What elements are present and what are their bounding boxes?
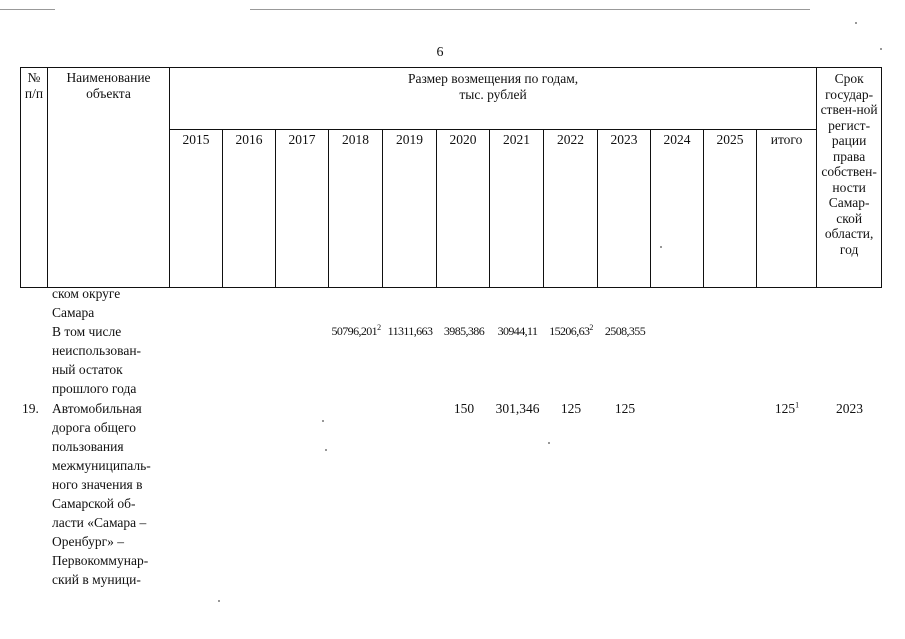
subrow-value-2021: 30944,11 (497, 324, 538, 338)
row-name-line: дорога общего (52, 420, 136, 435)
row-number: 19. (22, 401, 39, 416)
header-year-2022: 2022 (544, 130, 598, 288)
scan-artifact-line (250, 9, 810, 10)
row-name-line: Самарской об- (52, 496, 136, 511)
page-number: 6 (436, 45, 444, 60)
scan-speck (548, 442, 550, 444)
row-name-line: ласти «Самара – (52, 515, 147, 530)
subrow-name-line: В том числе (52, 324, 122, 339)
scan-speck (322, 420, 324, 422)
row-value-2022: 125 (560, 401, 582, 416)
header-year-2016: 2016 (223, 130, 276, 288)
continuation-line: ском округе (52, 286, 121, 301)
row-name-line: ного значения в (52, 477, 143, 492)
row-value-total: $125^1$ (774, 400, 800, 416)
row-name-line: межмуниципаль- (52, 458, 151, 473)
header-year-2025: 2025 (704, 130, 757, 288)
scan-artifact-line (0, 9, 55, 10)
row-value-2021: 301,346 (495, 401, 540, 416)
row-name-line: Оренбург» – (52, 534, 124, 549)
header-total: итого (757, 130, 817, 288)
scan-speck (880, 48, 882, 50)
subrow-name-line: прошлого года (52, 381, 137, 396)
row-name-line: Автомобильная (52, 401, 142, 416)
subrow-name-line: ный остаток (52, 362, 123, 377)
header-year-2015: 2015 (170, 130, 223, 288)
row-name-line: пользования (52, 439, 124, 454)
header-name-cell (48, 68, 170, 288)
subrow-name-line: неиспользован- (52, 343, 142, 358)
header-size-cell (170, 68, 817, 130)
header-num-cell (21, 68, 48, 288)
subrow-value-2018: 50796,201$^2$ (331, 323, 381, 338)
header-srok-label: Срок государ-ствен-ной регист-рации права собствен-ности Самар-ской области, год (820, 71, 878, 257)
subrow-value-2022: 15206,63$^2$ (549, 323, 593, 338)
scan-speck (660, 246, 662, 248)
header-year-2019: 2019 (383, 130, 437, 288)
row-value-2020: 150 (453, 401, 475, 416)
subrow-value-2023: 2508,355 (604, 324, 646, 338)
header-year-2021: 2021 (490, 130, 544, 288)
header-srok-cell (817, 68, 882, 288)
scan-speck (218, 600, 220, 602)
table-header (20, 67, 882, 288)
row-value-srok: 2023 (836, 401, 863, 416)
row-name-line: Первокоммунар- (52, 553, 149, 568)
header-year-2020: 2020 (437, 130, 490, 288)
header-num-label: № п/п (24, 70, 44, 101)
row-name-line: ский в муници- (52, 572, 141, 587)
scan-speck (325, 449, 327, 451)
header-year-2024: 2024 (651, 130, 704, 288)
continuation-line: Самара (52, 305, 95, 320)
header-name-label: Наименование объекта (66, 70, 151, 101)
header-year-2018: 2018 (329, 130, 383, 288)
header-year-2023: 2023 (598, 130, 651, 288)
header-size-unit: тыс. рублей (459, 86, 527, 102)
subrow-value-2019: 11311,663 (387, 324, 433, 338)
header-year-2017: 2017 (276, 130, 329, 288)
header-size-label: Размер возмещения по годам, (408, 71, 579, 86)
subrow-value-2020: 3985,386 (443, 324, 485, 338)
row-value-2023: 125 (614, 401, 636, 416)
scan-speck (855, 22, 857, 24)
